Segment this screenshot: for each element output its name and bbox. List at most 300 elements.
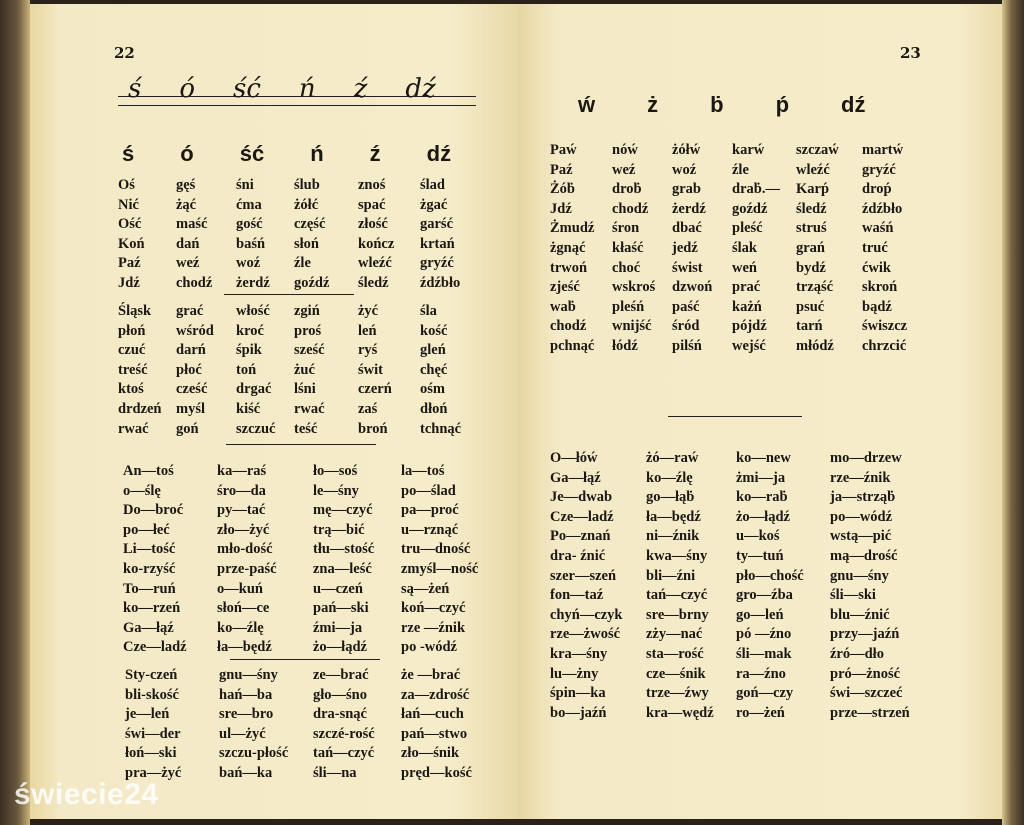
word-cell: Ga—łąź (123, 619, 174, 636)
word-cell: toń (236, 361, 257, 378)
word-cell: baśń (236, 235, 266, 252)
word-cell: teść (294, 420, 318, 437)
word-cell: pręd—kość (401, 764, 472, 781)
word-cell: tru—dność (401, 541, 471, 558)
word-cell: czuć (118, 342, 146, 359)
word-cell: o—ślę (123, 482, 161, 499)
word-cell: psuć (796, 298, 825, 315)
word-cell: ćma (236, 196, 262, 213)
word-cell: źdźbło (420, 274, 461, 291)
word-cell: ka—raś (217, 463, 267, 479)
word-cell: rze —źnik (401, 619, 466, 636)
word-cell: wleźć (796, 161, 830, 178)
word-cell: śli—na (313, 764, 357, 781)
word-cell: goźdź (294, 274, 330, 291)
word-cell: ko—raḃ (736, 489, 788, 506)
word-cell: drgać (236, 381, 272, 398)
word-cell: martẃ (862, 142, 904, 158)
word-cell: gro—źba (736, 587, 793, 604)
word-cell: go—leń (736, 606, 784, 623)
book-cover-edge-right (1002, 0, 1024, 825)
word-cell: łań—cuch (401, 706, 464, 723)
word-cell: żyć (358, 303, 379, 319)
word-cell: żółẃ (672, 142, 701, 158)
letter: ś (128, 74, 142, 104)
word-cell: wstą—pić (830, 528, 892, 545)
word-cell: szczuć (236, 420, 276, 437)
letter: ź (353, 74, 368, 104)
word-cell: Ga—łąź (550, 469, 601, 486)
page-number-left: 22 (114, 44, 135, 62)
word-cell: gło—śno (313, 686, 367, 703)
word-cell: broń (358, 420, 388, 437)
word-cell: śli—mak (736, 645, 792, 662)
word-cell: je—leń (125, 706, 170, 723)
word-cell: Żmudź (550, 220, 595, 237)
word-cell: mą—drość (830, 547, 898, 564)
word-cell: dbać (672, 220, 702, 237)
word-cell: trą—bić (313, 521, 365, 538)
word-cell: lśni (294, 381, 316, 398)
word-cell: ło—soś (313, 463, 358, 479)
letter: ń (310, 141, 324, 166)
divider-1 (668, 416, 802, 417)
word-cell: Sty-czeń (125, 667, 178, 683)
word-cell: ul—żyć (219, 725, 266, 742)
word-cell: nóẃ (612, 142, 638, 158)
letter: ź (369, 141, 381, 166)
word-cell: Li—tość (123, 541, 176, 558)
word-cell: u—rznąć (401, 521, 459, 538)
word-cell: bydź (796, 259, 826, 276)
word-cell: Po—znań (550, 528, 611, 545)
word-cell: prze-paść (217, 560, 277, 577)
divider-3 (230, 659, 380, 660)
divider-1 (224, 294, 354, 295)
word-cell: rwać (294, 400, 325, 417)
word-cell: kłaść (612, 239, 644, 256)
word-cell: ryś (358, 342, 378, 359)
word-cell: śpin—ka (550, 685, 606, 702)
letter: dź (841, 92, 866, 117)
word-cell: szczaẃ (796, 142, 839, 158)
word-cell: żerdź (236, 274, 270, 291)
letter: dź (405, 74, 436, 104)
word-cell: lu—żny (550, 665, 599, 682)
word-cell: cześć (176, 381, 208, 398)
word-cell: krtań (420, 235, 455, 252)
word-cell: gryźć (862, 161, 896, 178)
word-cell: bli-skość (125, 686, 179, 703)
word-cell: zło—żyć (217, 521, 270, 538)
word-cell: goń (176, 420, 199, 437)
word-cell: chodź (176, 274, 213, 291)
word-cell: żo—łądź (736, 508, 790, 525)
word-cell: pra—żyć (125, 764, 182, 781)
word-cell: rwać (118, 420, 149, 437)
word-cell: weń (732, 259, 757, 276)
word-cell: ła—będź (217, 639, 272, 656)
word-cell: trząść (796, 279, 834, 296)
word-cell: ra—źno (736, 665, 786, 682)
word-cell: zjeść (550, 279, 580, 296)
word-cell: rze—źnik (830, 469, 891, 486)
word-cell: Cze—ladź (123, 639, 187, 656)
word-cell: sre—brny (646, 606, 709, 623)
word-cell: mło-dość (217, 541, 273, 558)
word-cell: są—żeń (401, 580, 450, 597)
word-cell: wśród (176, 322, 214, 339)
word-cell: dra-snąć (313, 706, 367, 723)
letter: ż (647, 92, 659, 117)
word-cell: kość (420, 322, 448, 339)
word-cell: bo—jaźń (550, 704, 607, 721)
word-cell: dłoń (420, 400, 448, 417)
syllable-block-1 (118, 176, 480, 294)
word-cell: pchnąć (550, 337, 595, 354)
word-cell: ko—źlę (217, 619, 264, 636)
word-cell: dra- źnić (550, 547, 606, 564)
word-cell: Żóḃ (550, 181, 575, 198)
word-cell: ko-rzyść (123, 560, 176, 577)
word-cell: Jdź (550, 200, 572, 217)
word-cell: szczu-płość (219, 745, 289, 762)
letter: ń (298, 74, 316, 104)
word-cell: żó—raẃ (646, 450, 699, 466)
book-cover-edge-left (0, 0, 30, 825)
word-cell: woź (672, 161, 697, 178)
syllable-block-2 (550, 449, 930, 723)
word-cell: gość (236, 216, 263, 233)
word-cell: wleźć (358, 255, 392, 272)
word-cell: śro—da (217, 482, 266, 499)
word-cell: pleść (732, 220, 763, 237)
word-cell: ze—brać (313, 667, 369, 683)
word-cell: Nić (118, 196, 139, 213)
word-cell: Paź (550, 161, 573, 178)
word-cell: mę—czyć (313, 502, 373, 519)
word-cell: po—łeć (123, 521, 170, 538)
page-number-right: 23 (900, 44, 921, 62)
word-cell: znoś (358, 177, 386, 193)
word-cell: rze—żwość (550, 626, 621, 643)
word-cell: Śląsk (118, 303, 152, 319)
word-cell: paść (672, 298, 700, 315)
word-cell: zży—nać (646, 626, 703, 643)
word-cell: za—zdrość (401, 686, 470, 703)
word-cell: dzwoń (672, 279, 713, 296)
word-cell: Paź (118, 255, 141, 272)
letter: ḃ (710, 92, 724, 117)
word-cell: świst (672, 259, 703, 276)
word-cell: pilśń (672, 337, 702, 354)
word-cell: struś (796, 220, 827, 237)
word-cell: świszcz (862, 318, 908, 335)
word-cell: ślad (420, 177, 445, 193)
word-cell: go—łąḃ (646, 489, 695, 506)
word-cell: słoń (294, 235, 319, 252)
word-cell: sześć (294, 342, 325, 359)
letter: ść (233, 74, 261, 104)
word-cell: gęś (176, 177, 196, 193)
word-cell: grań (796, 239, 825, 256)
word-cell: darń (176, 342, 206, 359)
right-page (518, 4, 1002, 819)
word-cell: proś (294, 322, 322, 339)
word-cell: śród (672, 318, 700, 335)
word-cell: chrzcić (862, 337, 907, 354)
letter: ść (239, 141, 265, 166)
word-cell: choć (612, 259, 641, 276)
word-cell: źle (294, 255, 311, 272)
word-cell: kiść (236, 400, 261, 417)
word-cell: przy—jaźń (830, 626, 900, 643)
word-cell: dań (176, 235, 200, 252)
word-cell: bań—ka (219, 764, 273, 781)
word-cell: ni—źnik (646, 528, 700, 545)
word-cell: świ—der (125, 725, 181, 742)
word-cell: żo—łądź (313, 639, 367, 656)
word-cell: kra—śny (550, 645, 608, 662)
word-cell: po -wódź (401, 639, 457, 656)
word-cell: płoć (176, 361, 202, 378)
word-cell: draḃ.— (732, 181, 780, 198)
letter: ó (179, 74, 195, 104)
word-cell: gryźć (420, 255, 454, 272)
word-cell: ślub (294, 177, 320, 193)
word-cell: śledź (796, 200, 827, 217)
word-cell: pło—chość (736, 567, 804, 584)
word-cell: ro—żeń (736, 704, 785, 721)
word-cell: O—łóẃ (550, 450, 598, 466)
letter: ś (122, 141, 135, 166)
syllable-block-1 (550, 141, 922, 357)
word-cell: śron (612, 220, 640, 237)
word-cell: hań—ba (219, 686, 273, 703)
word-cell: żgnąć (550, 239, 586, 256)
word-cell: śledź (358, 274, 389, 291)
word-cell: waḃ (550, 298, 576, 315)
word-cell: zło—śnik (401, 745, 460, 762)
word-cell: żuć (294, 361, 315, 378)
word-cell: kroć (236, 322, 264, 339)
word-cell: Ość (118, 216, 142, 233)
word-cell: To—ruń (123, 580, 176, 597)
word-cell: ko—rzeń (123, 600, 181, 617)
word-cell: maść (176, 216, 208, 233)
script-letters-row (128, 74, 436, 104)
word-cell: Oś (118, 177, 135, 193)
word-cell: bądź (862, 298, 892, 315)
word-cell: bli—źni (646, 567, 696, 584)
word-cell: karẃ (732, 142, 765, 158)
word-cell: kra—wędź (646, 704, 714, 721)
word-cell: szer—szeń (550, 567, 617, 584)
word-cell: część (294, 216, 326, 233)
word-cell: żgać (420, 196, 448, 213)
script-underline (118, 105, 476, 106)
word-cell: pójdź (732, 318, 767, 335)
word-cell: każń (732, 298, 762, 315)
word-cell: o—kuń (217, 580, 263, 597)
word-cell: ja—strząḃ (830, 489, 896, 506)
word-cell: zaś (358, 400, 378, 417)
word-cell: świ—szczeć (830, 685, 903, 702)
word-cell: mo—drzew (830, 450, 902, 466)
word-cell: ko—new (736, 450, 791, 466)
word-cell: Je—dwab (550, 489, 613, 506)
word-cell: fon—taź (550, 587, 604, 604)
word-cell: blu—źnić (830, 606, 890, 623)
word-cell: goń—czy (736, 685, 794, 702)
word-cell: ośm (420, 381, 445, 398)
word-cell: pleśń (612, 298, 645, 315)
word-cell: prać (732, 279, 761, 296)
word-cell: prze—strzeń (830, 704, 910, 721)
syllable-block-3 (123, 462, 501, 658)
word-cell: chyń—czyk (550, 606, 623, 623)
word-cell: trze—źwy (646, 685, 709, 702)
word-cell: tań—czyć (646, 587, 708, 604)
word-cell: tań—czyć (313, 745, 375, 762)
word-cell: młódź (796, 337, 834, 354)
word-cell: pó —źno (736, 626, 792, 643)
word-cell: trwoń (550, 259, 588, 276)
word-cell: łoń—ski (125, 745, 177, 762)
word-cell: droḃ (612, 181, 642, 198)
word-cell: ła—będź (646, 508, 701, 525)
word-cell: ktoś (118, 381, 144, 398)
word-cell: świt (358, 361, 383, 378)
word-cell: łódź (612, 337, 638, 354)
word-cell: woź (236, 255, 261, 272)
word-cell: grab (672, 181, 701, 198)
word-cell: garść (420, 216, 454, 233)
word-cell: źmi—ja (313, 619, 363, 636)
word-cell: włość (236, 303, 270, 319)
word-cell: Paẃ (550, 142, 577, 158)
word-cell: Jdź (118, 274, 140, 291)
word-cell: py—tać (217, 502, 266, 519)
print-letters-row (122, 141, 451, 167)
word-cell: czerń (358, 381, 392, 398)
divider-2 (226, 444, 376, 445)
word-cell: po—wódź (830, 508, 893, 525)
word-cell: myśl (176, 400, 205, 417)
word-cell: droṕ (862, 181, 892, 198)
word-cell: grać (176, 303, 204, 319)
word-cell: pró—żność (830, 665, 901, 682)
left-page (30, 4, 518, 819)
word-cell: tłu—stość (313, 541, 375, 558)
word-cell: ćwik (862, 259, 891, 276)
word-cell: źle (732, 161, 749, 178)
word-cell: tchnąć (420, 420, 462, 437)
word-cell: koń—czyć (401, 600, 466, 617)
word-cell: u—koś (736, 528, 780, 545)
word-cell: zna—leść (313, 560, 372, 577)
word-cell: Koń (118, 235, 145, 252)
word-cell: le—śny (313, 482, 359, 499)
word-cell: waśń (862, 220, 894, 237)
word-cell: szczé-rość (313, 725, 375, 742)
word-cell: chęć (420, 361, 448, 378)
word-cell: u—czeń (313, 580, 363, 597)
word-cell: goźdź (732, 200, 768, 217)
word-cell: śli—ski (830, 587, 876, 604)
word-cell: cze—śnik (646, 665, 706, 682)
word-cell: chodź (550, 318, 587, 335)
word-cell: tarń (796, 318, 823, 335)
word-cell: sre—bro (219, 706, 274, 723)
word-cell: Do—broć (123, 502, 184, 519)
word-cell: gleń (420, 342, 446, 359)
syllable-block-4 (125, 666, 501, 784)
word-cell: śla (420, 303, 437, 319)
word-cell: żółć (294, 196, 319, 213)
syllable-block-2 (118, 302, 480, 439)
word-cell: wnijść (612, 318, 652, 335)
word-cell: zmyśl—ność (401, 560, 479, 577)
word-cell: Cze—ladź (550, 508, 614, 525)
word-cell: treść (118, 361, 148, 378)
word-cell: żąć (176, 196, 197, 213)
word-cell: źró—dło (830, 645, 884, 662)
word-cell: wejść (732, 337, 766, 354)
word-cell: żmi—ja (736, 469, 786, 486)
word-cell: chodź (612, 200, 649, 217)
word-cell: że —brać (401, 667, 461, 683)
word-cell: ko—źlę (646, 469, 693, 486)
word-cell: pań—ski (313, 600, 369, 617)
watermark-logo: świecie24 (14, 778, 159, 811)
letter: ṕ (775, 92, 790, 117)
word-cell: śni (236, 177, 254, 193)
word-cell: sta—rość (646, 645, 704, 662)
word-cell: żerdź (672, 200, 706, 217)
word-cell: An—toś (123, 463, 174, 479)
word-cell: leń (358, 322, 377, 339)
word-cell: złość (358, 216, 388, 233)
word-cell: słoń—ce (217, 600, 270, 617)
word-cell: gnu—śny (830, 567, 889, 584)
word-cell: weź (612, 161, 636, 178)
word-cell: jedź (672, 239, 698, 256)
letter: dź (426, 141, 452, 166)
word-cell: płoń (118, 322, 146, 339)
word-cell: ty—tuń (736, 547, 784, 564)
print-letters-row (578, 92, 865, 118)
word-cell: pa—proć (401, 502, 459, 519)
word-cell: Karṕ (796, 181, 830, 198)
word-cell: po—ślad (401, 482, 456, 499)
word-cell: śpik (236, 342, 262, 359)
word-cell: zgiń (294, 303, 320, 319)
word-cell: weź (176, 255, 200, 272)
word-cell: wskroś (612, 279, 656, 296)
word-cell: spać (358, 196, 386, 213)
word-cell: kwa—śny (646, 547, 708, 564)
word-cell: gnu—śny (219, 667, 278, 683)
word-cell: truć (862, 239, 888, 256)
word-cell: kończ (358, 235, 395, 252)
letter: ó (180, 141, 194, 166)
word-cell: ślak (732, 239, 757, 256)
word-cell: skroń (862, 279, 898, 296)
word-cell: drdzeń (118, 400, 162, 417)
word-cell: la—toś (401, 463, 445, 479)
word-cell: źdźbło (862, 200, 903, 217)
